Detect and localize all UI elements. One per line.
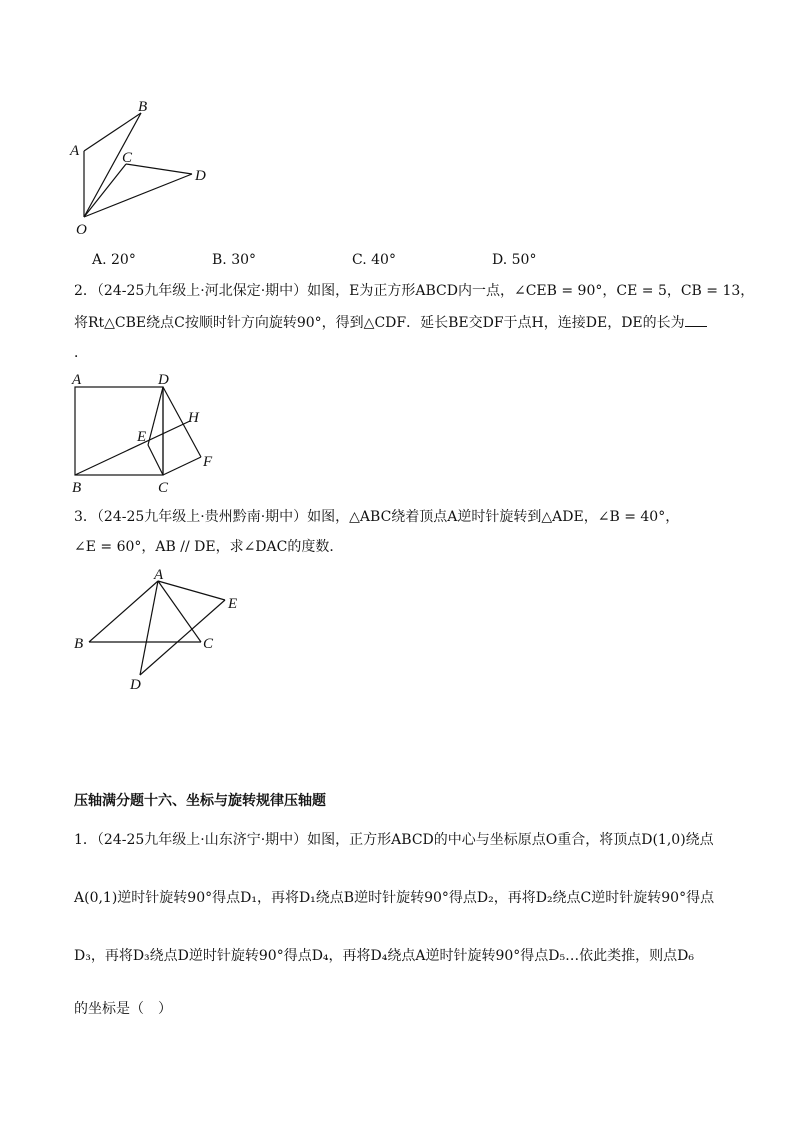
label-D: D [195, 168, 206, 184]
choice-b[interactable]: B. 30° [212, 252, 257, 268]
label-O: O [76, 222, 87, 238]
label-E: E [228, 596, 238, 612]
segment-EC [148, 445, 163, 475]
choice-c[interactable]: C. 40° [352, 252, 396, 268]
section-title: 压轴满分题十六、坐标与旋转规律压轴题 [74, 793, 326, 809]
figure-3-rotation-diagram [64, 566, 254, 696]
label-H: H [188, 410, 199, 426]
label-B: B [138, 99, 148, 115]
label-A: A [72, 372, 82, 388]
problem-1-line-2: A(0,1)逆时针旋转90°得点D₁，再将D₁绕点B逆时针旋转90°得点D₂，再将D₂绕点C逆时针旋转90°得点 [74, 890, 715, 906]
figure-1-angle-diagram [64, 96, 224, 241]
problem-1-line-1: 1．（24-25九年级上·山东济宁·期中）如图，正方形ABCD的中心与坐标原点O重合，将顶点D(1,0)绕点 [74, 832, 714, 848]
question-2-line-3: ． [74, 345, 88, 361]
figure-2-square-diagram [64, 370, 224, 500]
segment-ED [148, 387, 163, 445]
label-C: C [122, 150, 133, 166]
segment-CF [163, 457, 201, 475]
problem-1-line-4: 的坐标是（ ） [74, 1001, 172, 1017]
segment-CD [126, 164, 192, 174]
label-C: C [203, 636, 214, 652]
segment-AC [158, 581, 201, 642]
label-A: A [70, 143, 80, 159]
question-2-line-2: 将Rt△CBE绕点C按顺时针方向旋转90°，得到△CDF．延长BE交DF于点H，连接DE，DE的长为 [74, 313, 707, 333]
question-2-line-1: 2．（24-25九年级上·河北保定·期中）如图，E为正方形ABCD内一点，∠CEB = 90°，CE = 5，CB = 13， [74, 283, 755, 299]
segment-AE [158, 581, 225, 600]
choice-d[interactable]: D. 50° [492, 252, 537, 268]
label-B: B [72, 480, 82, 496]
choice-a[interactable]: A. 20° [92, 252, 136, 268]
problem-1-line-3: D₃，再将D₃绕点D逆时针旋转90°得点D₄，再将D₄绕点A逆时针旋转90°得点D₅…依此类推，则点D₆ [74, 948, 694, 964]
answer-blank[interactable] [685, 314, 707, 327]
label-A: A [154, 567, 164, 583]
segment-AB [84, 113, 141, 151]
segment-OD [84, 174, 192, 217]
label-F: F [203, 454, 213, 470]
question-3-line-1: 3．（24-25九年级上·贵州黔南·期中）如图，△ABC绕着顶点A逆时针旋转到△ADE，∠B = 40°， [74, 509, 680, 525]
label-E: E [137, 429, 147, 445]
label-D: D [158, 372, 169, 388]
label-D: D [130, 677, 141, 693]
label-B: B [74, 636, 84, 652]
question-3-line-2: ∠E = 60°，AB // DE，求∠DAC的度数． [74, 539, 344, 555]
segment-BH [75, 421, 190, 475]
square-ABCD [75, 387, 163, 475]
label-C: C [158, 480, 169, 496]
